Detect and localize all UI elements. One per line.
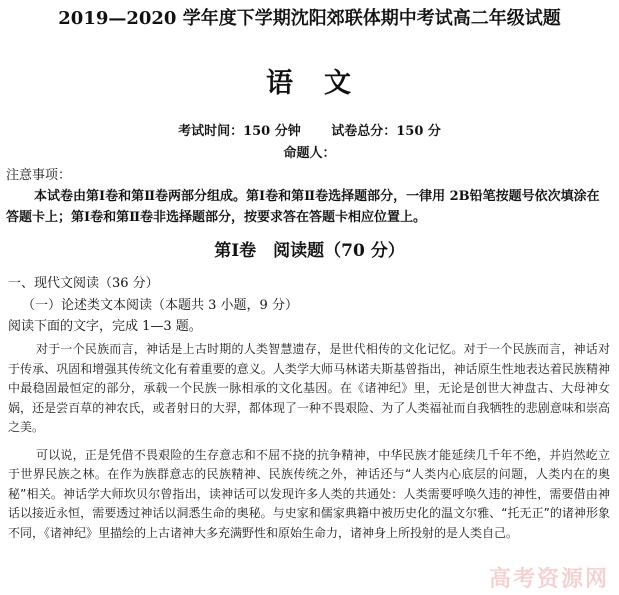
section-title: 一、现代文阅读（36 分） <box>8 276 159 291</box>
exam-meta <box>0 124 619 140</box>
reading-instruction: 阅读下面的文字，完成 1—3 题。 <box>8 319 202 334</box>
reading-passage <box>8 340 610 551</box>
notice-heading: 注意事项： <box>6 168 72 183</box>
exam-author: 命题人： <box>283 146 336 161</box>
exam-title: 2019—2020 学年度下学期沈阳郊联体期中考试高二年级试题 <box>58 8 561 29</box>
watermark: 高考资源网 <box>488 567 609 592</box>
notice-body: 本试卷由第Ⅰ卷和第Ⅱ卷两部分组成。第Ⅰ卷和第Ⅱ卷选择题部分，一律用 2B铅笔按题号依次填涂在答题卡上；第Ⅰ卷和第Ⅱ卷非选择题部分，按要求答在答题卡相应位置上。 <box>6 189 600 225</box>
passage-paragraph: 可以说，正是凭借不畏艰险的生存意志和不屈不挠的抗争精神，中华民族才能延续几千年不绝，并岿然屹立于世界民族之林。在作为族群意志的民族精神、民族传统之外，神话还与“人类内心底层的问题，人类内在的奥秘”相关。神话学大师坎贝尔曾指出，读神话可以发现许多人类的共通处：人类需要呼唤久违的神性，需要借由神话以接近永恒，需要透过神话以洞悉生命的奥秘。与史家和儒家典籍中被历史化的温文尔雅、“托无正”的诸神形象不同，《诸神纪》里描绘的上古诸神大多充满野性和原始生命力，诸神身上所投射的是人类自己。 <box>8 447 610 540</box>
part-one-title: 第Ⅰ卷 阅读题（70 分） <box>214 241 405 261</box>
exam-time: 考试时间：150 分钟 <box>178 124 301 139</box>
subject-title: 语 文 <box>266 68 353 99</box>
exam-total-score: 试卷总分：150 分 <box>331 124 441 139</box>
subsection-title: （一）论述类文本阅读（本题共 3 小题，9 分） <box>22 298 298 313</box>
passage-paragraph: 对于一个民族而言，神话是上古时期的人类智慧遗存，是世代相传的文化记忆。对于一个民族而言，神话对于传承、巩固和增强其传统文化有着重要的意义。人类学大师马林诺夫斯基曾指出，神话原生性地表达着民族精神中最稳固最恒定的部分，承载一个民族一脉相承的文化基因。在《诸神纪》里，无论是创世大神盘古、大母神女娲，还是尝百草的神农氏，或者射日的大羿，都体现了一种不畏艰险、为了人类福祉而自我牺牲的悲剧意味和崇高之美。 <box>8 342 610 434</box>
